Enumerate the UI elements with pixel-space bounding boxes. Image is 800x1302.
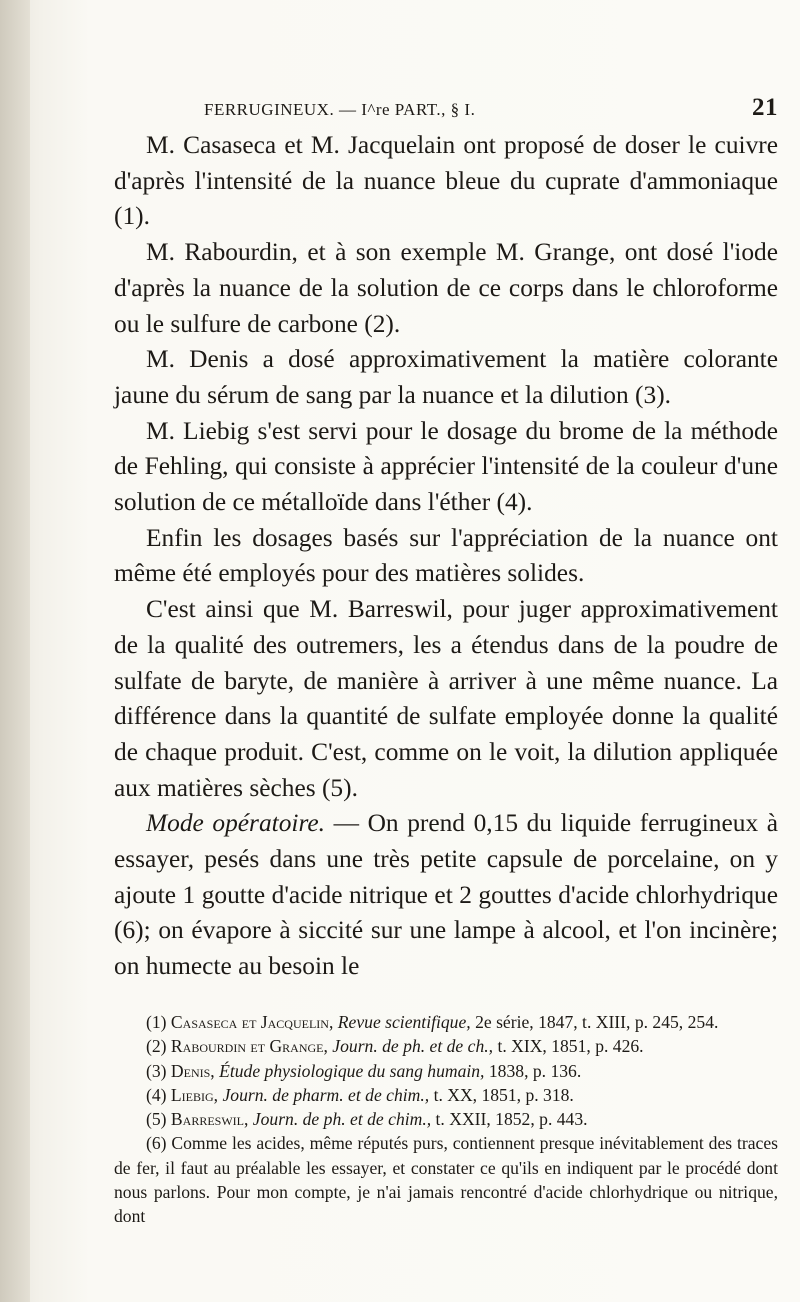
paragraph-rabourdin: M. Rabourdin, et à son exemple M. Grange, ont dosé l'iode d'après la nuance de la solution de ce corps dans le chloroforme ou le sulfure de carbone (2). [114,238,778,338]
body-text [114,128,778,985]
footnote-source: Journ. de pharm. et de chim., [222,1084,430,1105]
footnote-source: Revue scientifique, [337,1012,471,1032]
footnote-3 [114,1059,778,1083]
footnote-2 [114,1034,778,1058]
paragraph-solides: Enfin les dosages basés sur l'appréciation de la nuance ont même été employés pour des matières solides. [114,523,778,588]
footnote-number: (6) [146,1133,167,1154]
paragraph-mode-operatoire [114,806,778,985]
footnote-authors: Barreswil, [170,1109,249,1130]
footnote-authors: Denis, [170,1060,215,1081]
footnote-1 [114,1010,778,1034]
footnote-details: Comme les acides, même réputés purs, contiennent presque inévitablement des traces de fer, il faut au préalable les essayer, et constater ce qu'ils en indiquent par le procédé dont nous parlons. Pour mon compte, je n'ai jamais rencontré d'acide chlorhydrique ou nitrique, dont [114,1133,778,1227]
mode-operatoire-text: — On prend 0,15 du liquide ferrugineux à essayer, pesés dans une très petite capsule de porcelaine, on y ajoute 1 goutte d'acide nitrique et 2 gouttes d'acide chlorhydrique (6); on évapore à siccité sur une lampe à alcool, et l'on incinère; on humecte au besoin le [114,809,778,981]
footnote-source: Étude physiologique du sang humain, [219,1060,485,1081]
running-head-title: FERRUGINEUX. — I^re PART., § I. [204,100,476,119]
footnote-authors: Liebig, [170,1084,219,1105]
footnote-5 [114,1107,778,1131]
footnote-details: t. XXII, 1852, p. 443. [435,1109,588,1130]
footnote-number: (4) [146,1084,167,1105]
footnote-number: (3) [146,1060,167,1081]
page-gutter-shadow [0,0,30,1302]
running-head [204,94,778,124]
paragraph-casaseca: M. Casaseca et M. Jacquelain ont proposé de doser le cuivre d'après l'intensité de la nuance bleue du cuprate d'ammoniaque (1). [114,131,778,231]
mode-operatoire-heading: Mode opératoire. [146,809,325,838]
footnote-number: (5) [146,1109,167,1130]
footnote-details: 2e série, 1847, t. XIII, p. 245, 254. [475,1012,719,1032]
paragraph-denis: M. Denis a dosé approximativement la matière colorante jaune du sérum de sang par la nuance et la dilution (3). [114,345,778,409]
paragraph-barreswil: C'est ainsi que M. Barreswil, pour juger approximativement de la qualité des outremers, les a étendus dans de la poudre de sulfate de baryte, de manière à arriver à une même nuance. La différence dans la quantité de sulfate employée donne la qualité de chaque produit. C'est, comme on le voit, la dilution appliquée aux matières sèches (5). [114,595,778,802]
footnote-details: t. XX, 1851, p. 318. [433,1084,574,1105]
footnote-source: Journ. de ph. et de chim., [252,1109,432,1130]
paragraph-liebig: M. Liebig s'est servi pour le dosage du brome de la méthode de Fehling, qui consiste à apprécier l'intensité de la couleur d'une solution de ce métalloïde dans l'éther (4). [114,416,778,517]
footnote-authors: Rabourdin et Grange, [170,1036,328,1057]
footnote-details: t. XIX, 1851, p. 426. [497,1036,644,1057]
footnote-details: 1838, p. 136. [488,1060,582,1081]
footnote-authors: Casaseca et Jacquelin, [170,1012,334,1032]
page-number: 21 [752,94,778,121]
footnote-4 [114,1083,778,1107]
footnote-source: Journ. de ph. et de ch., [332,1036,494,1057]
footnote-6 [114,1131,778,1228]
footnotes [114,1010,778,1229]
footnote-number: (1) [146,1012,167,1032]
footnote-number: (2) [146,1036,167,1057]
